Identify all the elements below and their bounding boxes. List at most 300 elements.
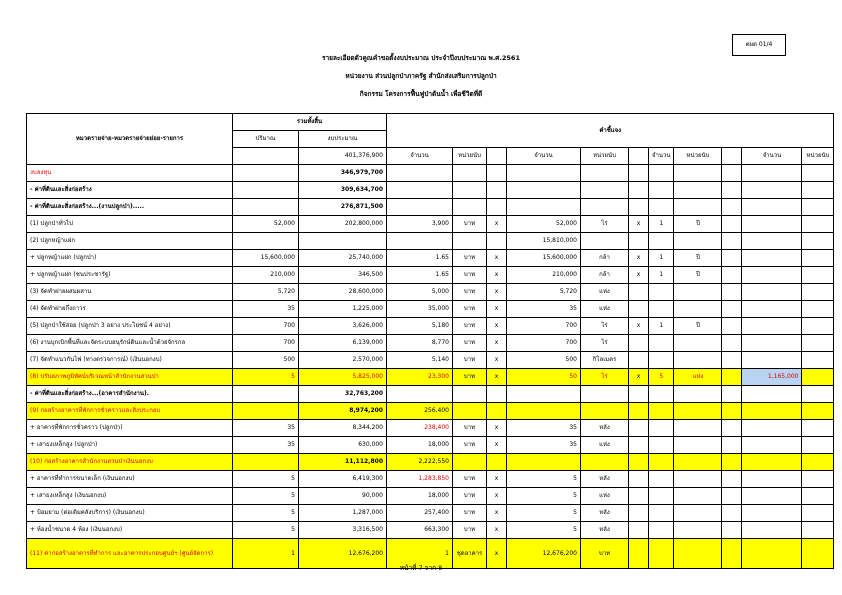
cell-op1: x [487,420,507,437]
cell-budget: 32,763,200 [299,386,387,403]
table-row [27,301,834,318]
table-row [27,352,834,369]
cell-unit: บาท [453,284,487,301]
cell-unit4 [802,216,834,233]
cell-amt2: 52,000 [507,216,581,233]
cell-unit4 [802,420,834,437]
cell-amt4 [742,250,802,267]
document-title [0,49,842,103]
cell-unit2: แห่ง [581,437,629,454]
cell-budget: 8,974,200 [299,403,387,420]
cell-amt4 [742,386,802,403]
title-line-1: รายละเอียดตัวคูณคำขอตั้งงบประมาณ ประจำปีงบประมาณ พ.ศ.2561 [322,54,520,62]
cell-sp [722,318,742,335]
cell-op1 [487,165,507,182]
cell-unit2: หลัง [581,471,629,488]
total-group-header: รวมทั้งสิ้น [233,114,387,131]
cell-label: (4) จัดทำฝายกึ่งถาวร [27,301,233,318]
cell-label: + อาคารที่พักการชั่วคราว (ปลูกป่า) [27,420,233,437]
cell-amt2: 5 [507,488,581,505]
cell-op2: x [629,250,649,267]
cell-amt2: 500 [507,352,581,369]
cell-unit4 [802,182,834,199]
cell-amt4 [742,522,802,539]
cell-sp [722,199,742,216]
cell-qty: 5 [233,369,299,386]
table-row [27,182,834,199]
cell-op1: x [487,216,507,233]
cell-amt3 [649,301,674,318]
cell-op2 [629,488,649,505]
cell-op2 [629,284,649,301]
cell-sp [722,182,742,199]
table-row [27,318,834,335]
cell-label: (3) จัดทำฝายผสมผสาน [27,284,233,301]
cell-budget: 276,871,500 [299,199,387,216]
cell-amt2 [507,454,581,471]
cell-unit: บาท [453,505,487,522]
cell-qty: 700 [233,318,299,335]
category-header: หมวดรายจ่าย-หมวดรายจ่ายย่อย-รายการ [27,114,233,165]
cell-op2: x [629,369,649,386]
cell-budget: 90,000 [299,488,387,505]
cell-amt [387,165,453,182]
table-row [27,369,834,386]
cell-unit: บาท [453,250,487,267]
cell-unit [453,233,487,250]
cell-label: (6) งานบุกเบิกพื้นที่และจัดระบบอนุรักษ์ดินและน้ำด้วยจักรกล [27,335,233,352]
cell-label: + อาคารที่ทำการขนาดเล็ก (เงินนอกงบ) [27,471,233,488]
cell-amt3 [649,165,674,182]
cell-amt2: 50 [507,369,581,386]
cell-op2 [629,199,649,216]
cell-unit3 [674,403,722,420]
cell-qty: 1 [233,539,299,569]
form-code-stamp: ตผต 01/4 [732,34,786,56]
cell-amt2: 35 [507,420,581,437]
cell-amt: 238,400 [387,420,453,437]
table-row [27,267,834,284]
cell-amt: 5,140 [387,352,453,369]
cell-budget: 25,740,000 [299,250,387,267]
cell-amt2: 5 [507,471,581,488]
cell-amt4 [742,284,802,301]
cell-op2 [629,335,649,352]
cell-unit3 [674,522,722,539]
cell-op1: x [487,267,507,284]
cell-unit: บาท [453,352,487,369]
cell-budget: 3,316,500 [299,522,387,539]
cell-qty: 35 [233,420,299,437]
cell-amt4 [742,335,802,352]
cell-op2 [629,437,649,454]
cell-sp [722,505,742,522]
cell-unit2: กิโลเมตร [581,352,629,369]
cell-sp [722,386,742,403]
cell-unit: บาท [453,522,487,539]
cell-budget: 6,139,000 [299,335,387,352]
cell-amt3: 1 [649,216,674,233]
cell-unit4 [802,386,834,403]
cell-amt4 [742,454,802,471]
title-line-2: หน่วยงาน ส่วนปลูกป่าภาครัฐ สำนักส่งเสริมการปลูกป่า [345,72,497,80]
grand-total-qty [233,148,299,165]
cell-budget: 2,570,000 [299,352,387,369]
cell-op1: x [487,352,507,369]
cell-amt [387,199,453,216]
cell-amt4 [742,471,802,488]
cell-qty [233,233,299,250]
cell-amt2: 12,676,200 [507,539,581,569]
cell-op1: x [487,335,507,352]
cell-unit2: กล้า [581,267,629,284]
cell-amt3 [649,420,674,437]
cell-unit3 [674,386,722,403]
cell-unit2: ไร่ [581,216,629,233]
cell-op2 [629,454,649,471]
cell-qty: 5 [233,471,299,488]
cell-amt2: 15,810,000 [507,233,581,250]
cell-unit2: หลัง [581,420,629,437]
table-row [27,335,834,352]
cell-unit2 [581,403,629,420]
cell-unit [453,182,487,199]
unit-header-1: หน่วยนับ [453,148,487,165]
cell-amt: 1 [387,539,453,569]
cell-op1 [487,182,507,199]
table-row [27,165,834,182]
cell-op2 [629,522,649,539]
cell-qty: 5 [233,522,299,539]
cell-qty: 35 [233,437,299,454]
cell-amt3 [649,284,674,301]
table-row [27,403,834,420]
cell-qty [233,454,299,471]
cell-amt: 8,770 [387,335,453,352]
cell-unit3 [674,488,722,505]
cell-qty: 5 [233,488,299,505]
cell-op1: x [487,505,507,522]
cell-amt3: 1 [649,267,674,284]
grand-total-value: 401,376,900 [299,148,387,165]
cell-unit3 [674,454,722,471]
cell-amt3 [649,437,674,454]
cell-amt: 257,400 [387,505,453,522]
cell-unit3 [674,352,722,369]
cell-amt: 1,283,850 [387,471,453,488]
cell-unit [453,165,487,182]
cell-op2 [629,471,649,488]
cell-unit: บาท [453,216,487,233]
cell-unit3 [674,437,722,454]
cell-amt4: 1,165,000 [742,369,802,386]
cell-sp [722,454,742,471]
table-row [27,437,834,454]
cell-amt4 [742,199,802,216]
cell-sp [722,284,742,301]
cell-amt: 23,300 [387,369,453,386]
cell-op1: x [487,471,507,488]
cell-sp [722,165,742,182]
cell-op2 [629,182,649,199]
cell-label: + ห้องน้ำชนาด 4 ห้อง (เงินนอกงบ) [27,522,233,539]
cell-unit3: ปี [674,267,722,284]
cell-amt: 5,000 [387,284,453,301]
cell-label: - ค่าที่ดินและสิ่งก่อสร้าง...(งานปลูกป่า)..... [27,199,233,216]
cell-amt4 [742,267,802,284]
cell-budget: 346,979,700 [299,165,387,182]
cell-budget: 8,344,200 [299,420,387,437]
cell-unit4 [802,165,834,182]
cell-sp [722,250,742,267]
cell-budget: 3,626,000 [299,318,387,335]
cell-amt2: 700 [507,335,581,352]
cell-op1 [487,386,507,403]
cell-op1: x [487,488,507,505]
cell-amt4 [742,318,802,335]
cell-amt2 [507,403,581,420]
table-row [27,216,834,233]
cell-op1: x [487,318,507,335]
cell-label: + เสาธงเหล็กสูง (เงินนอกงบ) [27,488,233,505]
cell-amt: 663,300 [387,522,453,539]
cell-amt4 [742,352,802,369]
cell-op2 [629,301,649,318]
cell-op2: x [629,318,649,335]
cell-op1 [487,199,507,216]
cell-unit [453,403,487,420]
cell-unit2 [581,199,629,216]
cell-amt4 [742,301,802,318]
cell-amt2 [507,182,581,199]
budget-table [26,113,834,569]
cell-amt: 5,180 [387,318,453,335]
cell-unit2: แห่ง [581,301,629,318]
cell-op1: x [487,284,507,301]
cell-amt3 [649,335,674,352]
table-row [27,505,834,522]
cell-label: (1) ปลูกป่าทั่วไป [27,216,233,233]
cell-sp [722,352,742,369]
cell-unit3 [674,182,722,199]
cell-unit4 [802,505,834,522]
cell-op2 [629,420,649,437]
cell-amt2 [507,165,581,182]
table-row [27,199,834,216]
cell-op2 [629,352,649,369]
cell-unit2: หลัง [581,522,629,539]
cell-amt2: 15,600,000 [507,250,581,267]
cell-label: (7) จัดทำแนวกันไฟ (ทางตรวจการณ์) (เงินนอกงบ) [27,352,233,369]
cell-amt4 [742,420,802,437]
cell-sp [722,437,742,454]
cell-label: (11) ค่าก่อสร้างอาคารที่ทำการ และอาคารประกอบศูนย์ฯ (ศูนย์จัดการ) [27,539,233,569]
cell-unit [453,386,487,403]
cell-amt3 [649,471,674,488]
cell-unit3 [674,284,722,301]
cell-amt3 [649,454,674,471]
cell-unit3 [674,199,722,216]
cell-unit2: แห่ง [581,488,629,505]
cell-label: (10) ก่อสร้างอาคารสำนักงานสวนป่าเงินนอกงบ [27,454,233,471]
cell-op2: x [629,267,649,284]
cell-budget: 202,800,000 [299,216,387,233]
cell-unit2 [581,182,629,199]
cell-amt [387,233,453,250]
unit-header-4: หน่วยนับ [802,148,834,165]
cell-unit3 [674,165,722,182]
cell-unit4 [802,369,834,386]
cell-amt: 1.65 [387,267,453,284]
cell-label: - ค่าที่ดินและสิ่งก่อสร้าง [27,182,233,199]
cell-unit2: ไร่ [581,369,629,386]
title-line-3: กิจกรรม โครงการฟื้นฟูป่าต้นน้ำ เพื่อชีวิตที่ดี [359,90,483,98]
cell-label: (8) ปรับสภาพภูมิทัศน์บริเวณหน้าสำนักงานสวนป่า [27,369,233,386]
cell-op1: x [487,301,507,318]
cell-label: + ป้อมยาม (ต่อเติมคลังบริการ) (เงินนอกงบ) [27,505,233,522]
cell-label: + ปลูกหญ้าแฝก (ชนประชารัฐ) [27,267,233,284]
amount-header-3: จำนวน [649,148,674,165]
cell-qty [233,199,299,216]
cell-amt2: 5 [507,505,581,522]
cell-op2 [629,233,649,250]
cell-unit2: หลัง [581,505,629,522]
cell-unit4 [802,318,834,335]
cell-unit4 [802,335,834,352]
cell-unit2: แห่ง [581,284,629,301]
cell-unit4 [802,199,834,216]
cell-unit4 [802,437,834,454]
explanation-header: คำชี้แจง [387,114,834,148]
cell-unit3: ปี [674,216,722,233]
spacer-header [722,148,742,165]
cell-qty [233,403,299,420]
cell-budget: 1,287,000 [299,505,387,522]
cell-unit3: ปี [674,318,722,335]
cell-amt3 [649,182,674,199]
table-row [27,488,834,505]
table-row [27,522,834,539]
cell-amt4 [742,437,802,454]
cell-qty: 15,600,000 [233,250,299,267]
cell-sp [722,267,742,284]
amount-header-2: จำนวน [507,148,581,165]
cell-label: (5) ปลูกป่าใช้สอย (ปลูกป่า 3 อย่าง ประโยชน์ 4 อย่าง) [27,318,233,335]
cell-unit2 [581,233,629,250]
cell-unit4 [802,233,834,250]
cell-unit3 [674,335,722,352]
cell-amt2: 35 [507,437,581,454]
cell-unit2 [581,165,629,182]
unit-header-2: หน่วยนับ [581,148,629,165]
cell-budget: 12,676,200 [299,539,387,569]
cell-amt3 [649,386,674,403]
header-row-1 [27,114,834,131]
cell-budget: 28,600,000 [299,284,387,301]
cell-sp [722,301,742,318]
cell-unit4 [802,488,834,505]
cell-op1 [487,233,507,250]
cell-unit4 [802,454,834,471]
cell-op1 [487,403,507,420]
cell-amt2: 5,720 [507,284,581,301]
table-row [27,454,834,471]
cell-unit: บาท [453,318,487,335]
cell-unit3 [674,301,722,318]
cell-sp [722,420,742,437]
cell-unit2: ไร่ [581,318,629,335]
cell-amt: 1.65 [387,250,453,267]
cell-amt [387,386,453,403]
cell-qty: 500 [233,352,299,369]
table-row [27,250,834,267]
cell-sp [722,216,742,233]
cell-amt4 [742,233,802,250]
cell-amt3 [649,199,674,216]
cell-unit4 [802,250,834,267]
cell-amt: 35,000 [387,301,453,318]
cell-op1 [487,454,507,471]
cell-sp [722,369,742,386]
cell-amt3 [649,505,674,522]
cell-amt3 [649,522,674,539]
cell-qty [233,386,299,403]
cell-unit: ชุดอาคาร [453,539,487,569]
cell-amt3 [649,233,674,250]
cell-unit: บาท [453,335,487,352]
cell-amt: 256,400 [387,403,453,420]
cell-amt2: 35 [507,301,581,318]
quantity-header: ปริมาณ [233,131,299,148]
cell-amt2 [507,199,581,216]
cell-op2 [629,505,649,522]
cell-unit: บาท [453,301,487,318]
cell-budget: 346,500 [299,267,387,284]
cell-amt: 18,000 [387,488,453,505]
cell-qty: 210,000 [233,267,299,284]
cell-unit2 [581,386,629,403]
cell-op2: x [629,216,649,233]
cell-unit: บาท [453,420,487,437]
cell-op2 [629,386,649,403]
budget-header: งบประมาณ [299,131,387,148]
cell-unit: บาท [453,437,487,454]
op-header-2 [629,148,649,165]
cell-label: (2) ปลูกหญ้าแฝก [27,233,233,250]
amount-header-4: จำนวน [742,148,802,165]
cell-unit: บาท [453,267,487,284]
cell-op1: x [487,539,507,569]
cell-sp [722,335,742,352]
amount-header-1: จำนวน [387,148,453,165]
cell-sp [722,403,742,420]
cell-amt3: 1 [649,318,674,335]
cell-budget: 630,000 [299,437,387,454]
cell-amt4 [742,505,802,522]
cell-qty: 700 [233,335,299,352]
cell-label: + เสาธงเหล็กสูง (ปลูกป่า) [27,437,233,454]
cell-op1: x [487,437,507,454]
cell-amt: 3,900 [387,216,453,233]
cell-amt4 [742,403,802,420]
cell-amt3 [649,488,674,505]
cell-qty: 5 [233,505,299,522]
cell-amt4 [742,488,802,505]
unit-header-3: หน่วยนับ [674,148,722,165]
table-row [27,386,834,403]
cell-budget: 309,634,700 [299,182,387,199]
cell-qty: 5,720 [233,284,299,301]
